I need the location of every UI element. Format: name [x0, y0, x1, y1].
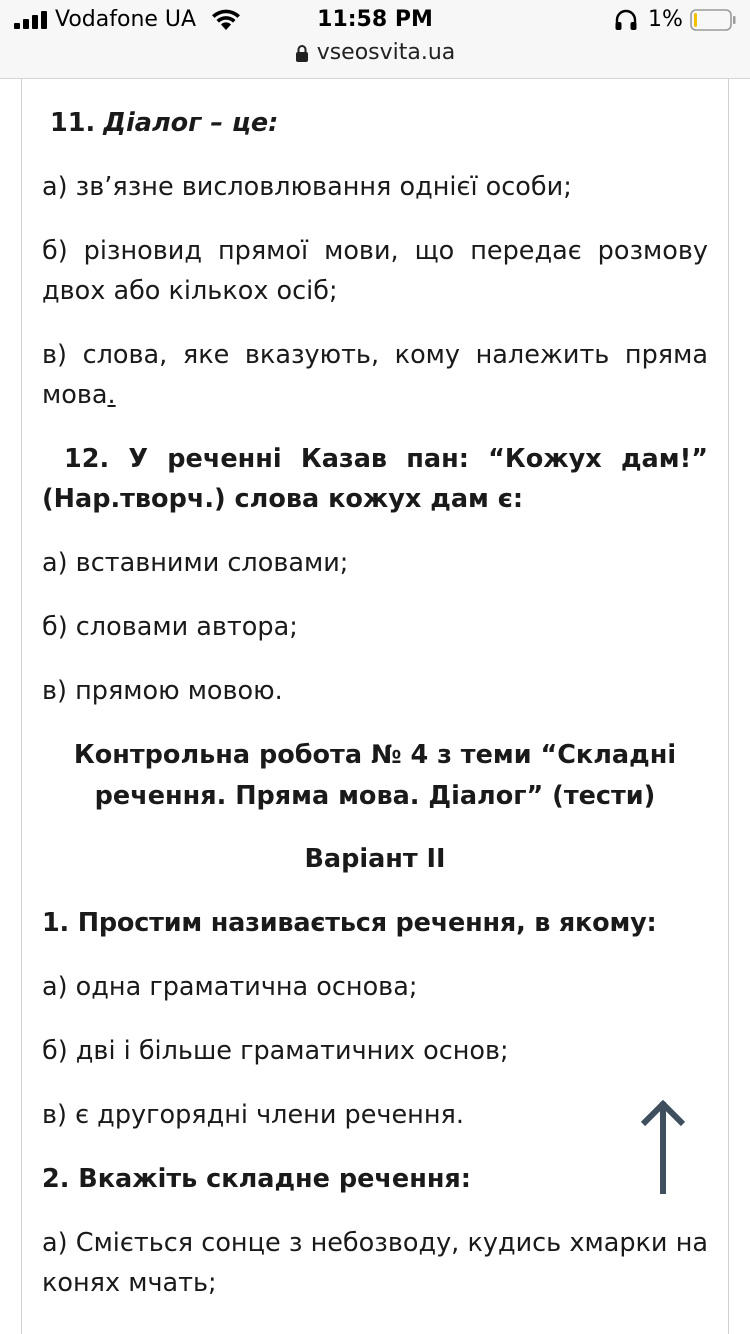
answer-option: а) зв’язне висловлювання однієї особи; — [42, 172, 572, 202]
question-number: 11. — [50, 108, 96, 138]
status-bar — [0, 0, 750, 40]
section-title: Контрольна робота № 4 з теми “Складні речення. Пряма мова. Діалог” (тести) — [73, 740, 677, 811]
answer-option: б) словами автора; — [42, 612, 298, 642]
battery-icon — [690, 9, 736, 31]
answer-text: в) слова, яке вказують, кому належить пряма мова — [42, 340, 708, 410]
carrier-name: Vodafone UA — [55, 7, 197, 32]
browser-top-bar — [0, 0, 750, 79]
answer-option: а) вставними словами; — [42, 548, 349, 578]
answer-text-end: . — [107, 380, 116, 410]
answer-option — [42, 231, 708, 311]
up-arrow-icon[interactable] — [640, 1100, 686, 1196]
battery-percent: 1% — [648, 7, 683, 32]
answer-option: а) одна граматична основа; — [42, 972, 418, 1002]
answer-option — [42, 1223, 708, 1303]
answer-option — [42, 335, 708, 415]
question-text: 12. У реченні Казав пан: “Кожух дам!” (Нар.творч.) слова кожух дам є: — [42, 444, 708, 514]
clock: 11:58 PM — [317, 7, 433, 32]
answer-option: в) прямою мовою. — [42, 676, 283, 706]
question-12-heading — [42, 439, 708, 519]
question-heading: 1. Простим називається речення, в якому: — [42, 908, 657, 938]
question-11-heading — [50, 103, 716, 143]
question-heading: 2. Вкажіть складне речення: — [42, 1164, 472, 1194]
answer-text: а) Сміється сонце з небозводу, кудись хмарки на конях мчать; — [42, 1228, 708, 1298]
answer-text: б) різновид прямої мови, що передає розмову двох або кількох осіб; — [42, 236, 708, 306]
answer-option: в) є другорядні члени речення. — [42, 1100, 464, 1130]
headphones-icon — [614, 9, 638, 31]
url-domain[interactable]: vseosvita.ua — [316, 40, 456, 65]
variant-title: Варіант ІІ — [304, 844, 446, 874]
lock-icon — [295, 44, 309, 62]
answer-option: б) дві і більше граматичних основ; — [42, 1036, 509, 1066]
question-title: Діалог – це: — [103, 108, 279, 138]
address-bar[interactable] — [0, 40, 750, 70]
